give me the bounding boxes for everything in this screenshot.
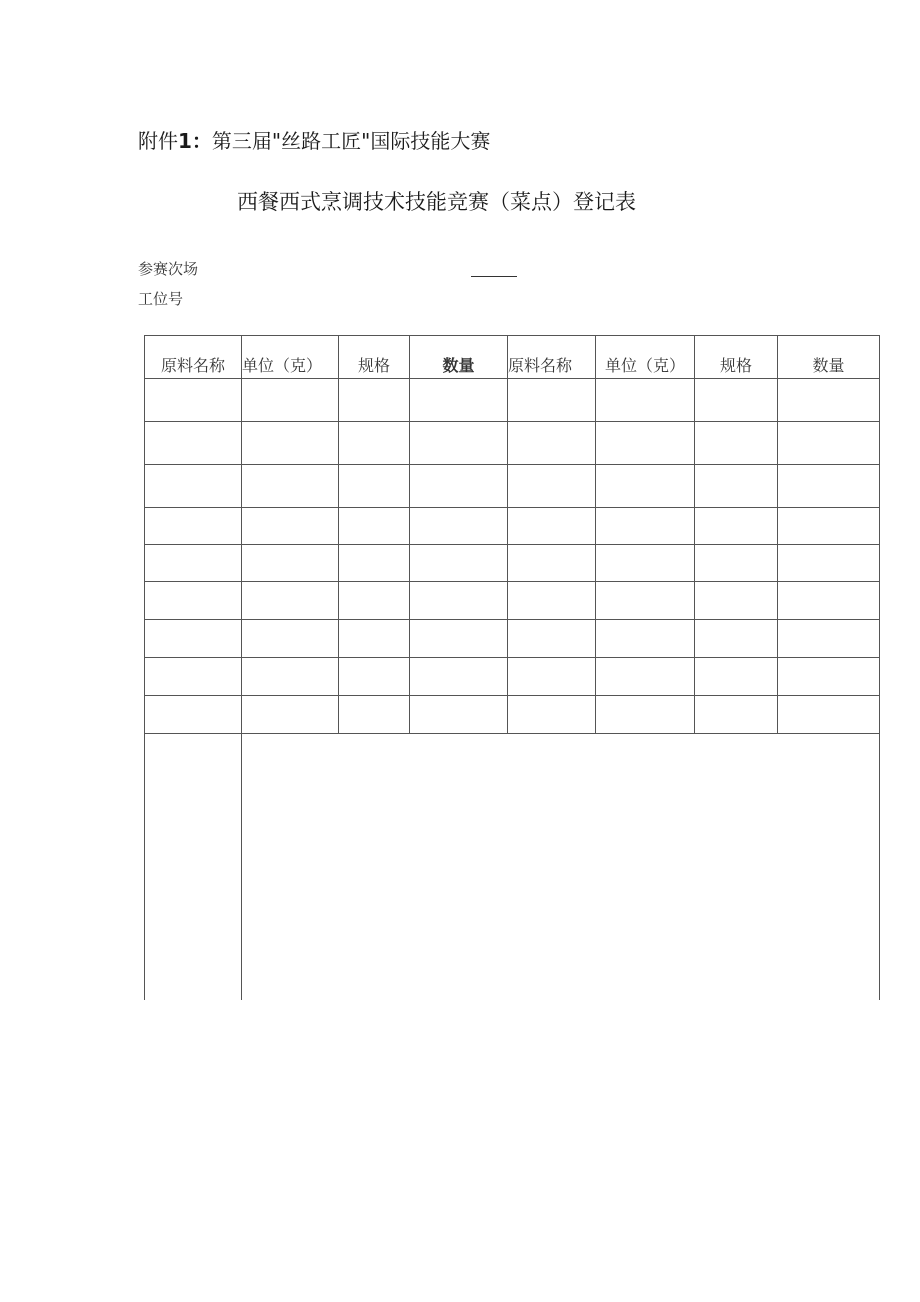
header-spec-2: 规格 <box>695 336 778 379</box>
table-cell[interactable] <box>695 465 778 508</box>
table-cell[interactable] <box>508 620 596 658</box>
header-unit-grams-2: 单位（克） <box>596 336 695 379</box>
table-cell[interactable] <box>410 508 508 545</box>
table-cell[interactable] <box>242 696 339 734</box>
table-row <box>145 422 880 465</box>
table-cell[interactable] <box>508 379 596 422</box>
station-label: 工位号 <box>138 290 184 308</box>
table-cell[interactable] <box>778 508 880 545</box>
table-cell[interactable] <box>596 696 695 734</box>
notes-label-cell <box>145 734 242 1001</box>
table-cell[interactable] <box>596 422 695 465</box>
table-cell[interactable] <box>339 696 410 734</box>
table-cell[interactable] <box>410 422 508 465</box>
table-cell[interactable] <box>339 465 410 508</box>
table-cell[interactable] <box>242 508 339 545</box>
table-cell[interactable] <box>145 508 242 545</box>
table-header-row <box>145 336 880 379</box>
table-cell[interactable] <box>339 545 410 582</box>
table-cell[interactable] <box>242 422 339 465</box>
table-cell[interactable] <box>695 658 778 696</box>
table-cell[interactable] <box>242 620 339 658</box>
table-cell[interactable] <box>410 696 508 734</box>
table-cell[interactable] <box>242 379 339 422</box>
table-row <box>145 582 880 620</box>
table-cell[interactable] <box>596 582 695 620</box>
table-cell[interactable] <box>145 465 242 508</box>
table-cell[interactable] <box>778 658 880 696</box>
table-cell[interactable] <box>778 696 880 734</box>
table-cell[interactable] <box>145 696 242 734</box>
table-cell[interactable] <box>778 620 880 658</box>
table-cell[interactable] <box>778 465 880 508</box>
table-cell[interactable] <box>339 620 410 658</box>
table-cell[interactable] <box>145 422 242 465</box>
table-cell[interactable] <box>695 379 778 422</box>
notes-row <box>145 734 880 1001</box>
table-cell[interactable] <box>508 696 596 734</box>
table-cell[interactable] <box>596 658 695 696</box>
table-cell[interactable] <box>695 422 778 465</box>
attachment-number: 1： <box>178 129 212 153</box>
table-cell[interactable] <box>339 379 410 422</box>
table-cell[interactable] <box>695 696 778 734</box>
table-cell[interactable] <box>596 545 695 582</box>
table-row <box>145 545 880 582</box>
table-cell[interactable] <box>508 422 596 465</box>
table-cell[interactable] <box>410 465 508 508</box>
table-cell[interactable] <box>242 582 339 620</box>
table-cell[interactable] <box>339 658 410 696</box>
header-quantity: 数量 <box>410 336 508 379</box>
table-cell[interactable] <box>695 582 778 620</box>
event-name: 第三届"丝路工匠"国际技能大赛 <box>211 129 491 153</box>
table-cell[interactable] <box>695 545 778 582</box>
table-row <box>145 465 880 508</box>
header-quantity-2: 数量 <box>778 336 880 379</box>
table-cell[interactable] <box>695 508 778 545</box>
table-cell[interactable] <box>596 508 695 545</box>
table-cell[interactable] <box>508 582 596 620</box>
session-blank-line[interactable] <box>471 276 517 277</box>
table-cell[interactable] <box>145 582 242 620</box>
table-cell[interactable] <box>339 508 410 545</box>
table-cell[interactable] <box>410 658 508 696</box>
table-cell[interactable] <box>339 582 410 620</box>
table-cell[interactable] <box>145 545 242 582</box>
table-row <box>145 696 880 734</box>
header-ingredient-name-2: 原料名称 <box>508 336 596 379</box>
table-cell[interactable] <box>778 545 880 582</box>
table-cell[interactable] <box>508 465 596 508</box>
form-title: 西餐西式烹调技术技能竞赛（菜点）登记表 <box>237 190 636 214</box>
ingredient-table <box>144 335 880 1000</box>
table-cell[interactable] <box>242 658 339 696</box>
table-cell[interactable] <box>410 582 508 620</box>
table-cell[interactable] <box>410 379 508 422</box>
table-cell[interactable] <box>242 545 339 582</box>
table-cell[interactable] <box>778 582 880 620</box>
table-cell[interactable] <box>410 545 508 582</box>
table-row <box>145 379 880 422</box>
table-cell[interactable] <box>145 658 242 696</box>
table-row <box>145 658 880 696</box>
notes-content-cell[interactable] <box>242 734 880 1001</box>
attachment-prefix: 附件 <box>138 129 178 153</box>
session-label: 参赛次场 <box>138 260 199 278</box>
table-cell[interactable] <box>508 545 596 582</box>
table-cell[interactable] <box>596 620 695 658</box>
table-cell[interactable] <box>596 379 695 422</box>
table-cell[interactable] <box>145 379 242 422</box>
header-spec: 规格 <box>339 336 410 379</box>
table-row <box>145 620 880 658</box>
attachment-heading <box>138 125 490 154</box>
table-cell[interactable] <box>778 422 880 465</box>
header-unit-grams: 单位（克） <box>242 336 339 379</box>
table-cell[interactable] <box>242 465 339 508</box>
table-cell[interactable] <box>508 658 596 696</box>
table-cell[interactable] <box>508 508 596 545</box>
table-cell[interactable] <box>145 620 242 658</box>
table-cell[interactable] <box>339 422 410 465</box>
table-cell[interactable] <box>410 620 508 658</box>
table-row <box>145 508 880 545</box>
table-cell[interactable] <box>778 379 880 422</box>
table-cell[interactable] <box>596 465 695 508</box>
table-cell[interactable] <box>695 620 778 658</box>
header-ingredient-name: 原料名称 <box>145 336 242 379</box>
